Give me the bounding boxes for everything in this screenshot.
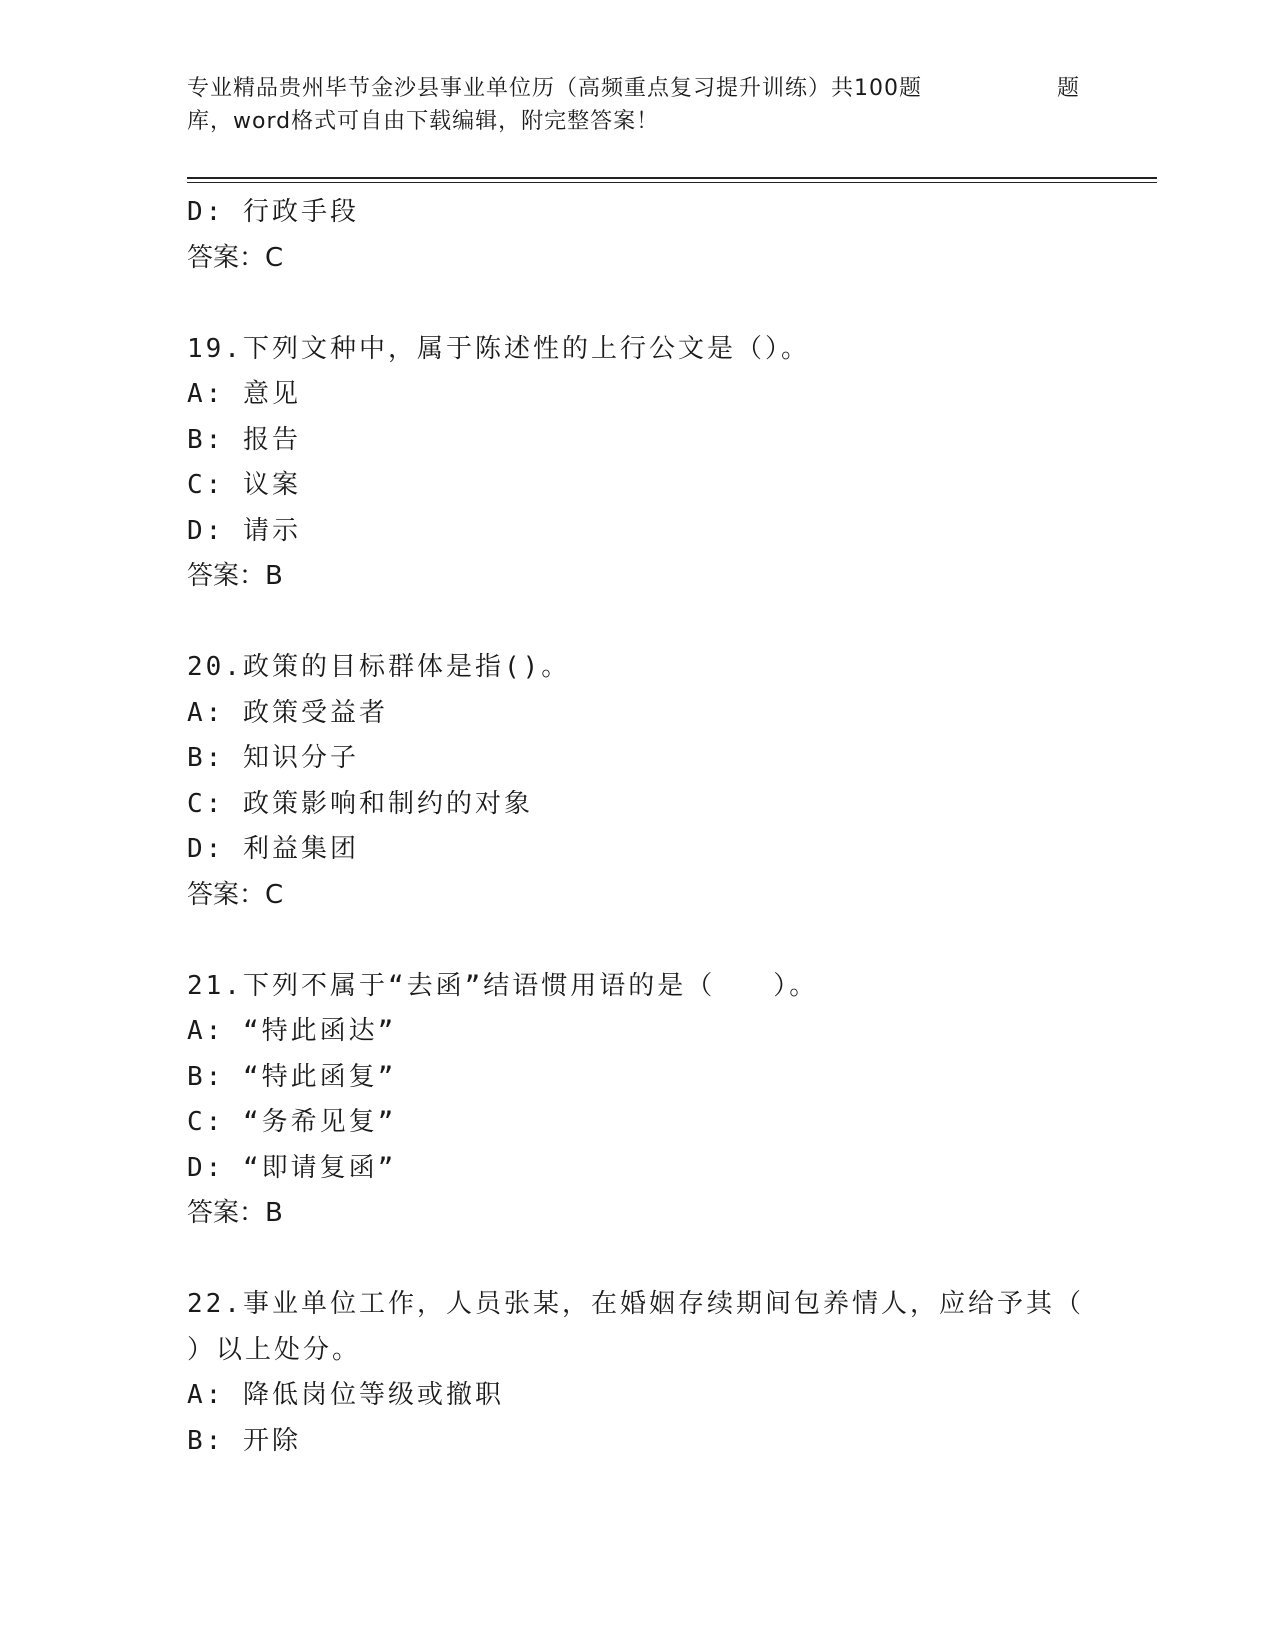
option-b: B: 开除 bbox=[187, 1425, 301, 1456]
question-list bbox=[187, 190, 1087, 1464]
option-a: A: 意见 bbox=[187, 379, 301, 409]
header-divider-thin bbox=[187, 182, 1157, 183]
option-b: B: 知识分子 bbox=[187, 743, 359, 773]
header-title-line-2: 库，word格式可自由下载编辑，附完整答案！ bbox=[187, 109, 660, 134]
option-b: B: 报告 bbox=[187, 424, 301, 455]
header-title-line-1: 专业精品贵州毕节金沙县事业单位历（高频重点复习提升训练）共100题 bbox=[187, 76, 922, 101]
document-header bbox=[187, 72, 1087, 138]
option-d: D: 请示 bbox=[187, 515, 301, 546]
blank-line bbox=[187, 1237, 1087, 1283]
header-title-line-1-tail: 题 bbox=[1057, 76, 1081, 101]
option-b: B: “特此函复” bbox=[187, 1061, 397, 1092]
option-d: D: “即请复函” bbox=[187, 1152, 397, 1183]
question-21: 21.下列不属于“去函”结语惯用语的是（ ）。 bbox=[187, 970, 819, 1001]
answer-line: 答案：C bbox=[187, 242, 284, 273]
answer-line: 答案：B bbox=[187, 1198, 283, 1228]
question-22-continued: ）以上处分。 bbox=[187, 1334, 362, 1365]
option-a: A: “特此函达” bbox=[187, 1016, 397, 1046]
option-c: C: 政策影响和制约的对象 bbox=[187, 788, 533, 819]
question-20: 20.政策的目标群体是指()。 bbox=[187, 652, 571, 682]
option-c: C: “务希见复” bbox=[187, 1107, 397, 1137]
option-a: A: 政策受益者 bbox=[187, 697, 388, 728]
question-19: 19.下列文种中，属于陈述性的上行公文是（）。 bbox=[187, 333, 810, 364]
answer-line: 答案：C bbox=[187, 879, 284, 910]
header-divider bbox=[187, 177, 1157, 179]
answer-line: 答案：B bbox=[187, 561, 283, 591]
option-c: C: 议案 bbox=[187, 470, 301, 500]
option-a: A: 降低岗位等级或撤职 bbox=[187, 1380, 504, 1410]
blank-line bbox=[187, 918, 1087, 964]
question-22: 22.事业单位工作，人员张某，在婚姻存续期间包养情人，应给予其（ bbox=[187, 1289, 1084, 1319]
blank-line bbox=[187, 600, 1087, 646]
option-d: D: 利益集团 bbox=[187, 834, 359, 864]
blank-line bbox=[187, 281, 1087, 327]
option-d: D: 行政手段 bbox=[187, 197, 359, 227]
